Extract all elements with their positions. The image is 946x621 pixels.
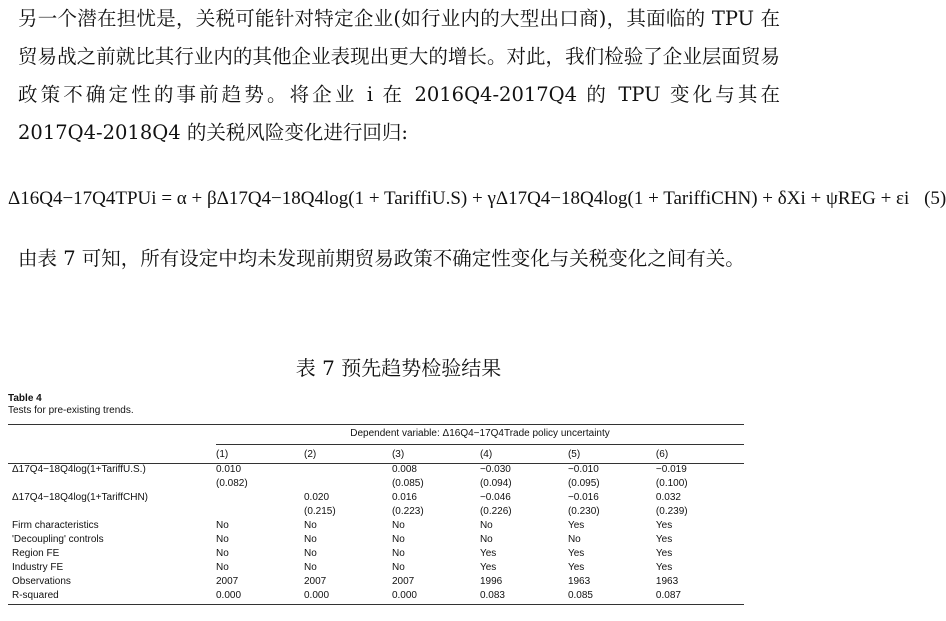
table-cell: (0.085) xyxy=(391,478,424,489)
table-cell: (0.100) xyxy=(655,478,688,489)
table-cell: (0.226) xyxy=(479,506,512,517)
column-header: (2) xyxy=(303,449,317,460)
table-cell: 0.083 xyxy=(479,590,505,601)
table-cell: No xyxy=(391,562,405,573)
table-cell: Yes xyxy=(655,520,673,531)
table-cell: No xyxy=(216,520,229,531)
table-cell: 0.010 xyxy=(216,464,242,475)
table-cell: (0.095) xyxy=(567,478,600,489)
table-cell: (0.223) xyxy=(391,506,424,517)
column-header: (5) xyxy=(567,449,581,460)
column-header: (6) xyxy=(655,449,669,460)
table-cell: 0.000 xyxy=(216,590,242,601)
table-cell: −0.030 xyxy=(479,464,511,475)
column-header-row xyxy=(8,445,744,464)
table-cell: (0.094) xyxy=(479,478,512,489)
table-cell: (0.230) xyxy=(567,506,600,517)
table-cell: 0.032 xyxy=(655,492,681,503)
row-label: Observations xyxy=(12,576,71,587)
table-cell: −0.010 xyxy=(567,464,599,475)
table-cell: (0.082) xyxy=(216,478,248,489)
table-cell: No xyxy=(303,548,317,559)
table-cell xyxy=(304,464,392,479)
table-cell: 2007 xyxy=(216,576,239,587)
table-cell: −0.016 xyxy=(567,492,599,503)
table-cell: Yes xyxy=(567,562,585,573)
table-cell: 1963 xyxy=(567,576,591,587)
table-cell: Yes xyxy=(567,548,585,559)
table-cell: Yes xyxy=(567,520,585,531)
table-cell: 0.000 xyxy=(391,590,417,601)
table-label: Table 4 xyxy=(8,393,42,404)
dependent-variable-header: Dependent variable: Δ16Q4−17Q4Trade policy uncertainty xyxy=(216,425,744,445)
table-cell: No xyxy=(567,534,581,545)
equation-rhs: = α + βΔ17Q4−18Q4log(1 + TariffiU.S) + γΔ17Q4−18Q4log(1 + TariffiCHN) + δXi + ψREG + εi xyxy=(161,188,910,209)
table-cell: No xyxy=(479,520,493,531)
table-cell: 0.008 xyxy=(391,464,417,475)
row-label: 'Decoupling' controls xyxy=(12,534,104,545)
table-cell: 2007 xyxy=(391,576,415,587)
row-label: Industry FE xyxy=(12,562,64,573)
paragraph-result: 由表 7 可知，所有设定中均未发现前期贸易政策不确定性变化与关税变化之间有关。 xyxy=(18,247,745,270)
column-header: (1) xyxy=(216,449,229,460)
row-label: Firm characteristics xyxy=(12,520,99,531)
table-cell xyxy=(216,506,304,520)
row-label: Δ17Q4−18Q4log(1+TariffCHN) xyxy=(12,492,149,503)
table-cell: No xyxy=(391,534,405,545)
table-cell: Yes xyxy=(655,548,673,559)
table-cell: Yes xyxy=(479,548,497,559)
table-cell: 1996 xyxy=(479,576,503,587)
table-cell: No xyxy=(303,534,317,545)
table-cell: −0.019 xyxy=(655,464,687,475)
table-title: Tests for pre-existing trends. xyxy=(8,405,134,416)
column-header: (3) xyxy=(391,449,405,460)
table-cell xyxy=(304,478,392,492)
equation-number: (5) xyxy=(924,188,946,209)
table-cell: 2007 xyxy=(303,576,327,587)
table-row xyxy=(8,464,744,479)
table-row xyxy=(8,548,744,562)
table-row xyxy=(8,506,744,520)
row-label: Region FE xyxy=(12,548,60,559)
table-cell: 0.020 xyxy=(303,492,330,503)
results-table xyxy=(8,424,744,605)
table-cell: 0.087 xyxy=(655,590,681,601)
table-cell xyxy=(216,492,304,506)
table-cell: No xyxy=(216,534,229,545)
table-cell: (0.215) xyxy=(303,506,336,517)
table-cell: (0.239) xyxy=(655,506,688,517)
column-header: (4) xyxy=(479,449,493,460)
table-cell: No xyxy=(216,548,229,559)
row-label: R-squared xyxy=(12,590,59,601)
table-caption-cn: 表 7 预先趋势检验结果 xyxy=(295,356,502,380)
table-cell: No xyxy=(303,562,317,573)
table-cell: Yes xyxy=(655,534,673,545)
row-label xyxy=(8,478,216,492)
table-cell: No xyxy=(216,562,229,573)
equation-5 xyxy=(8,188,946,210)
row-label: Δ17Q4−18Q4log(1+TariffU.S.) xyxy=(12,464,146,475)
table-row xyxy=(8,590,744,605)
table-corner xyxy=(8,425,216,445)
paragraph-intro: 另一个潜在担忧是，关税可能针对特定企业(如行业内的大型出口商)，其面临的 TPU 在贸易战之前就比其行业内的其他企业表现出更大的增长。对此，我们检验了企业层面贸易政策不确定性的事前趋势。将企业 i 在 2016Q4-2017Q4 的 TPU 变化与其在 2017Q4-2018Q4 的关税风险变化进行回归: xyxy=(18,7,780,144)
table-cell: Yes xyxy=(655,562,673,573)
table-cell: 1963 xyxy=(655,576,679,587)
table-cell: 0.016 xyxy=(391,492,417,503)
table-row xyxy=(8,562,744,576)
table-row xyxy=(8,576,744,590)
table-cell: 0.000 xyxy=(303,590,330,601)
table-cell: −0.046 xyxy=(479,492,511,503)
table-cell: No xyxy=(479,534,493,545)
row-label xyxy=(8,506,216,520)
table-cell: No xyxy=(391,520,405,531)
table-row xyxy=(8,520,744,534)
table-row xyxy=(8,492,744,506)
table-cell: 0.085 xyxy=(567,590,593,601)
table-cell: No xyxy=(303,520,317,531)
table-cell: Yes xyxy=(479,562,497,573)
table-row xyxy=(8,534,744,548)
table-cell: No xyxy=(391,548,405,559)
equation-lhs: Δ16Q4−17Q4TPUi xyxy=(8,188,157,209)
table-row xyxy=(8,478,744,492)
